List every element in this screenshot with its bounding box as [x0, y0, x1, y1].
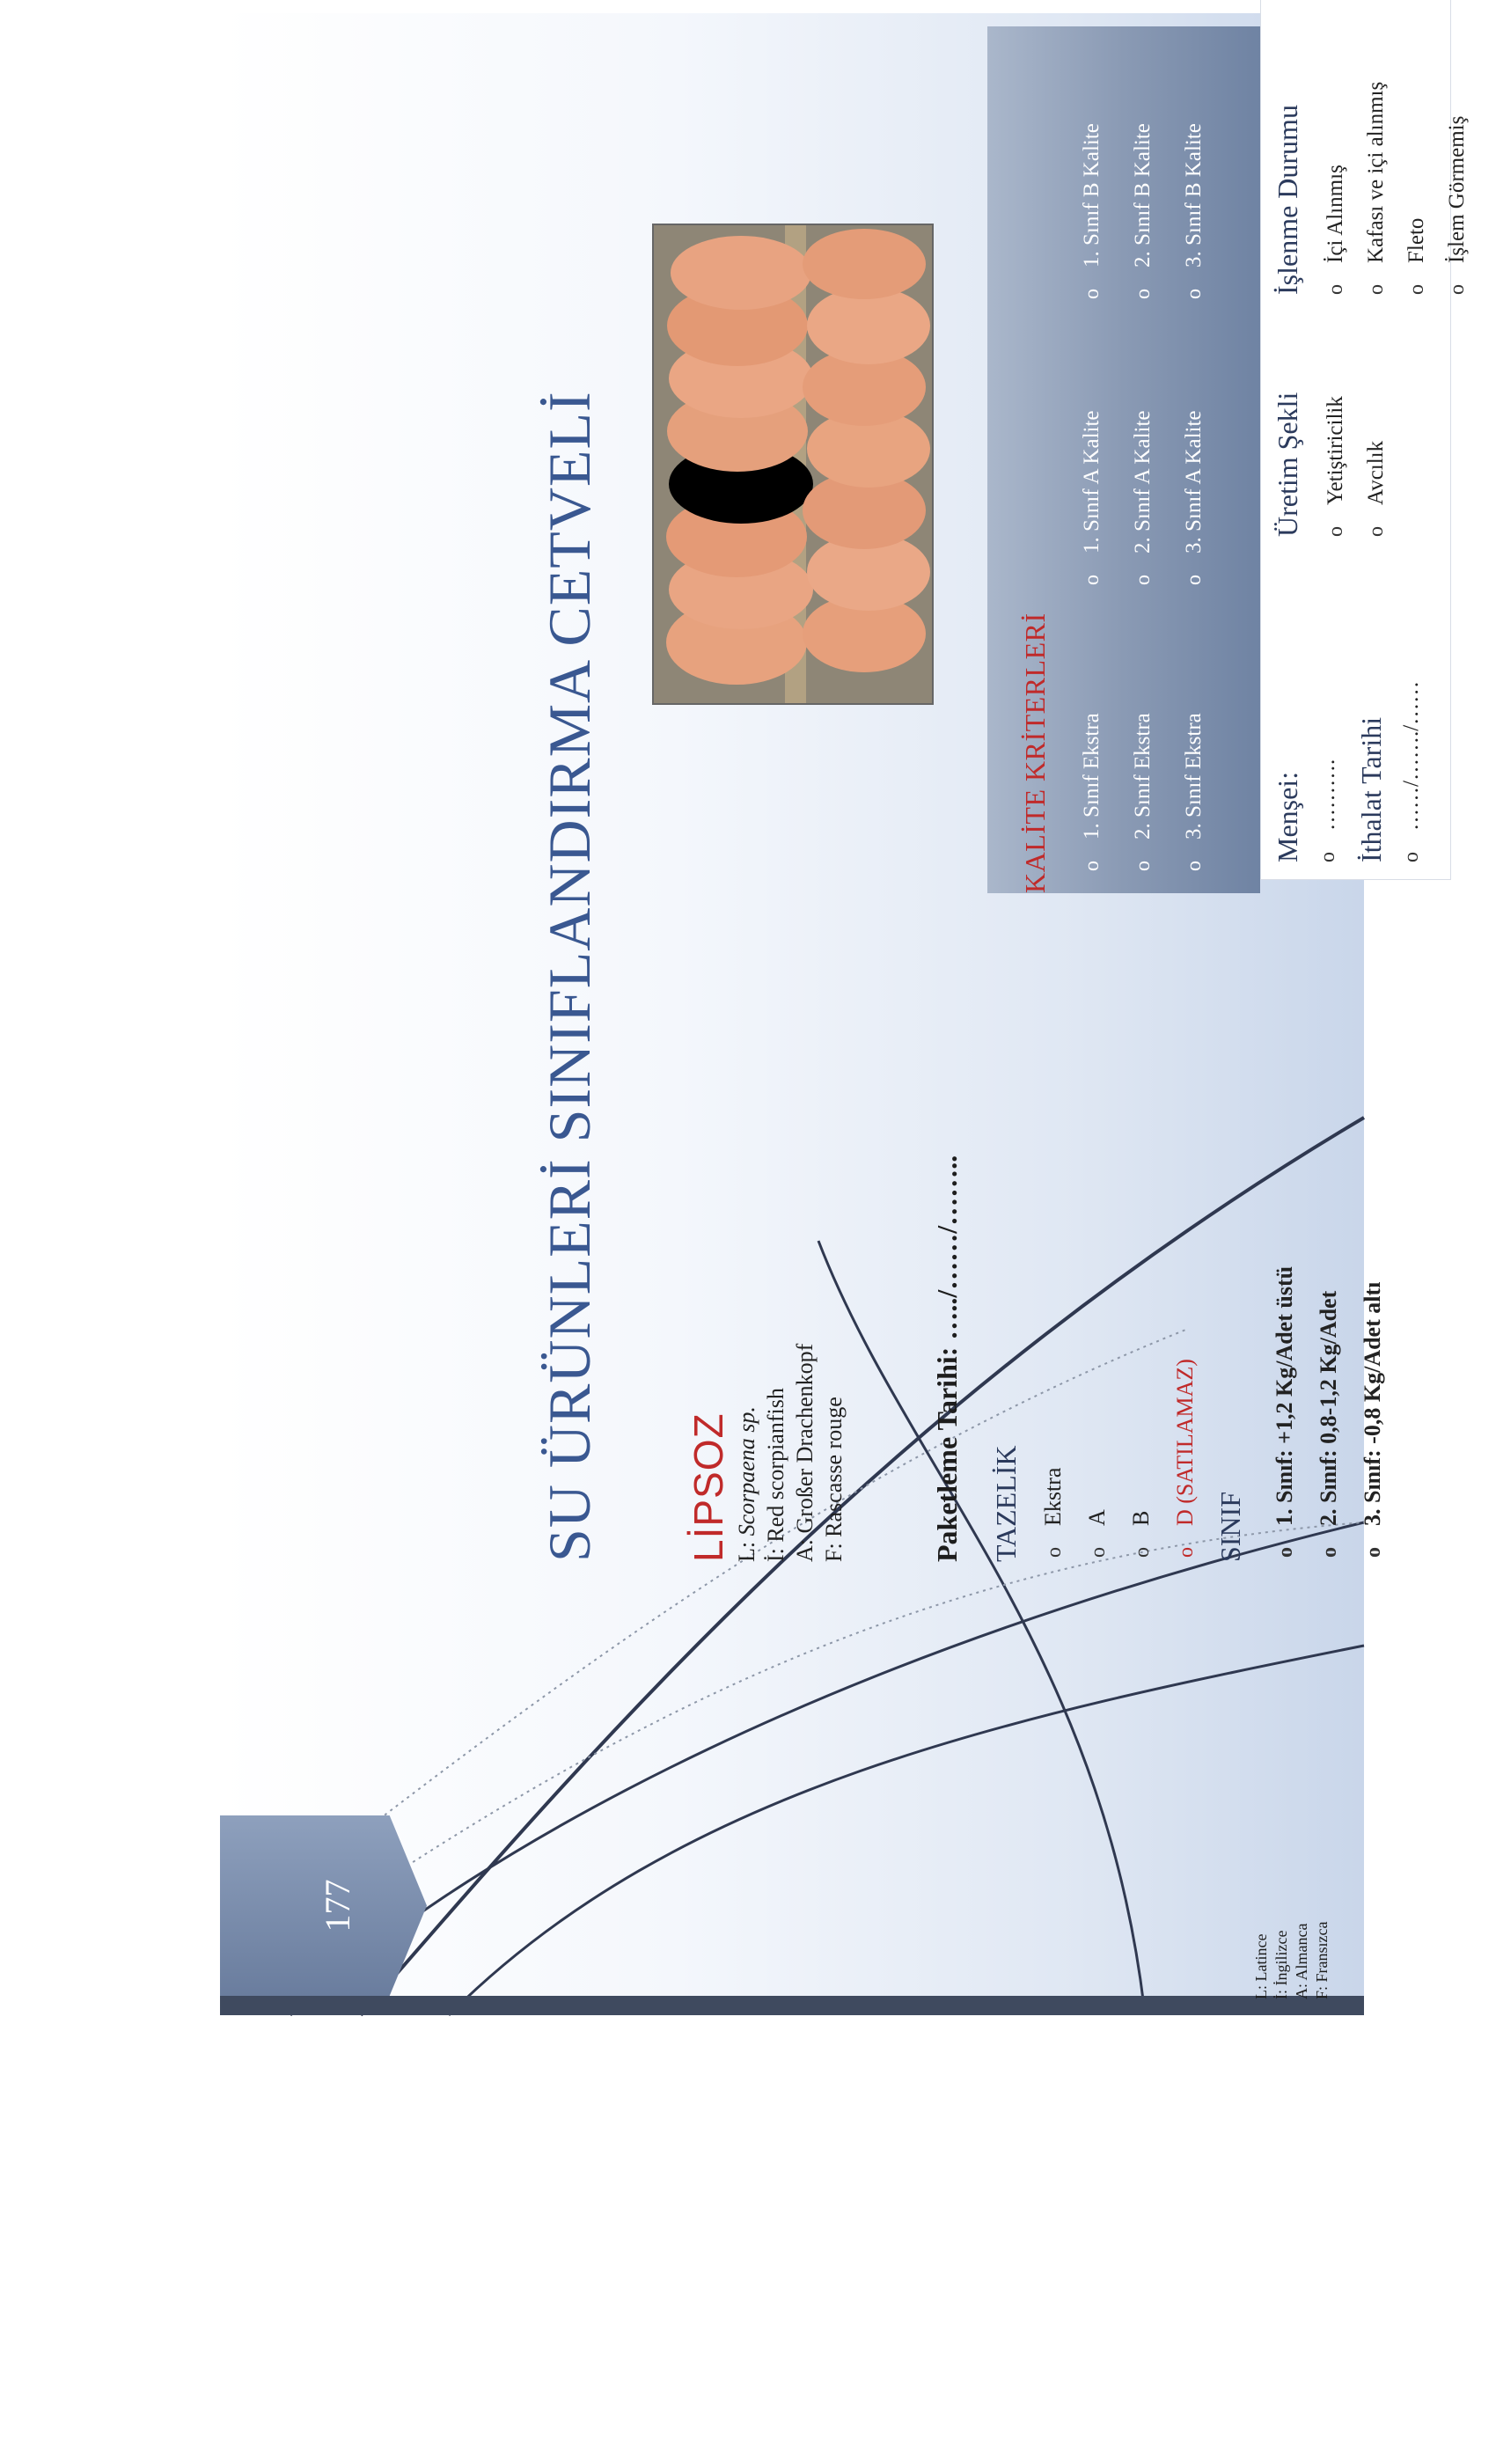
page-title: SU ÜRÜNLERİ SINIFLANDIRMA CETVELİ	[536, 391, 603, 1562]
production-options	[1316, 396, 1397, 537]
legend-french: F: Fransızca	[1313, 1921, 1331, 1999]
curve-line-1	[361, 1118, 1364, 2015]
origin-field[interactable]	[1316, 759, 1340, 862]
quality-column-a	[1067, 411, 1220, 586]
language-legend	[1251, 1859, 1332, 1999]
class-option[interactable]	[1351, 1266, 1395, 1558]
option-label: 3. Sınıf B Kalite	[1182, 123, 1206, 268]
radio-circle-icon: o	[1405, 284, 1428, 295]
production-heading: Üretim Şekli	[1272, 392, 1303, 537]
radio-circle-icon: o	[1316, 852, 1339, 862]
page-number: 177	[318, 1879, 357, 1932]
class-option[interactable]	[1263, 1266, 1307, 1558]
german-name: A: Großer Drachenkopf	[792, 1343, 818, 1562]
processing-option[interactable]	[1397, 82, 1437, 295]
rotated-page	[220, 13, 1469, 2015]
option-label: Yetiştiricilik	[1324, 396, 1347, 505]
radio-circle-icon: o	[1362, 1547, 1385, 1558]
option-label: 1. Sınıf: +1,2 Kg/Adet üstü	[1272, 1265, 1297, 1526]
processing-option[interactable]	[1316, 82, 1356, 295]
radio-circle-icon: o	[1087, 1547, 1110, 1558]
radio-circle-icon: o	[1081, 575, 1104, 585]
option-label: Avcılık	[1364, 440, 1388, 505]
processing-heading: İşlenme Durumu	[1272, 105, 1303, 295]
radio-circle-icon: o	[1132, 861, 1155, 871]
quality-criteria-heading: KALİTE KRİTERLERİ	[1019, 612, 1051, 893]
radio-circle-icon: o	[1400, 852, 1423, 862]
import-date-field[interactable]	[1399, 681, 1424, 862]
quality-option[interactable]	[1169, 411, 1220, 586]
left-color-strip	[220, 1996, 1364, 2015]
fish-photo-drawing	[653, 224, 933, 704]
option-label: Fleto	[1404, 217, 1428, 263]
quality-option[interactable]	[1067, 123, 1118, 299]
radio-circle-icon: o	[1081, 289, 1104, 299]
radio-circle-icon: o	[1175, 1547, 1198, 1558]
radio-circle-icon: o	[1131, 1547, 1154, 1558]
radio-circle-icon: o	[1132, 289, 1155, 299]
curve-line-4	[818, 1241, 1144, 2006]
production-option[interactable]	[1356, 396, 1397, 537]
freshness-option[interactable]	[1119, 1359, 1163, 1558]
option-label: Kafası ve içi alınmış	[1364, 81, 1388, 263]
latin-value: Scorpaena sp.	[734, 1406, 759, 1536]
radio-circle-icon: o	[1183, 289, 1206, 299]
species-name: LİPSOZ	[686, 1412, 731, 1562]
radio-circle-icon: o	[1365, 284, 1388, 295]
fish-photo	[653, 224, 933, 704]
freshness-heading: TAZELİK	[990, 1445, 1022, 1562]
processing-option[interactable]	[1356, 82, 1397, 295]
curve-line-3	[449, 1646, 1364, 2015]
processing-options	[1316, 82, 1478, 295]
processing-option[interactable]	[1437, 82, 1478, 295]
option-label: 3. Sınıf: -0,8 Kg/Adet altı	[1360, 1281, 1385, 1526]
option-label: 3. Sınıf A Kalite	[1182, 410, 1206, 554]
freshness-options	[1031, 1359, 1207, 1558]
option-label: İçi Alınmış	[1324, 165, 1347, 263]
option-label: 2. Sınıf A Kalite	[1131, 410, 1155, 554]
french-name: F: Rascasse rouge	[821, 1397, 847, 1562]
freshness-option[interactable]	[1031, 1359, 1075, 1558]
import-date-value: ……/……./……	[1399, 680, 1423, 831]
quality-option[interactable]	[1118, 123, 1169, 299]
quality-option[interactable]	[1169, 123, 1220, 299]
radio-circle-icon: o	[1043, 1547, 1066, 1558]
radio-circle-icon: o	[1183, 861, 1206, 871]
radio-circle-icon: o	[1446, 284, 1469, 295]
option-label: 1. Sınıf A Kalite	[1080, 410, 1104, 554]
radio-circle-icon: o	[1324, 526, 1347, 537]
english-name: İ: Red scorpianfish	[763, 1388, 788, 1562]
radio-circle-icon: o	[1081, 861, 1104, 871]
class-option[interactable]	[1307, 1266, 1351, 1558]
option-label: İşlem Görmemiş	[1445, 115, 1469, 263]
radio-circle-icon: o	[1274, 1547, 1297, 1558]
option-label: 2. Sınıf B Kalite	[1131, 123, 1155, 268]
legend-latin: L: Latince	[1252, 1933, 1270, 1999]
radio-circle-icon: o	[1132, 575, 1155, 585]
radio-circle-icon: o	[1318, 1547, 1341, 1558]
latin-prefix: L:	[734, 1536, 759, 1562]
freshness-option-not-for-sale[interactable]	[1163, 1359, 1207, 1558]
radio-circle-icon: o	[1365, 526, 1388, 537]
option-label: 1. Sınıf B Kalite	[1080, 123, 1104, 268]
curve-line-2	[290, 1522, 1364, 2015]
radio-circle-icon: o	[1183, 575, 1206, 585]
option-label: Ekstra	[1040, 1467, 1066, 1526]
option-label: B	[1128, 1510, 1154, 1526]
quality-column-b	[1067, 123, 1220, 299]
option-label: 2. Sınıf: 0,8-1,2 Kg/Adet	[1316, 1290, 1341, 1526]
quality-option[interactable]	[1067, 713, 1118, 871]
class-heading: SINIF	[1214, 1491, 1246, 1562]
legend-german: A: Almanca	[1293, 1923, 1310, 1999]
origin-value: ……….	[1316, 759, 1339, 831]
class-options	[1263, 1266, 1395, 1558]
option-label: 3. Sınıf Ekstra	[1182, 713, 1206, 840]
option-label: A	[1084, 1509, 1110, 1526]
origin-heading: Menşei:	[1272, 771, 1303, 862]
option-label: D (SATILAMAZ)	[1172, 1359, 1198, 1526]
latin-name	[732, 1192, 761, 1562]
quality-option[interactable]	[1067, 411, 1118, 586]
option-label: 1. Sınıf Ekstra	[1080, 713, 1104, 840]
quality-option[interactable]	[1118, 411, 1169, 586]
species-block	[685, 1192, 848, 1562]
packaging-date: Paketleme Tarihi: …../……/……..	[931, 1155, 963, 1562]
radio-circle-icon: o	[1324, 284, 1347, 295]
option-label: 2. Sınıf Ekstra	[1131, 713, 1155, 840]
import-date-heading: İthalat Tarihi	[1355, 716, 1387, 862]
quality-column-extra	[1067, 713, 1220, 871]
quality-option[interactable]	[1118, 713, 1169, 871]
legend-english: İ: İngilizce	[1272, 1930, 1290, 1999]
quality-option[interactable]	[1169, 713, 1220, 871]
production-option[interactable]	[1316, 396, 1356, 537]
freshness-option[interactable]	[1075, 1359, 1119, 1558]
